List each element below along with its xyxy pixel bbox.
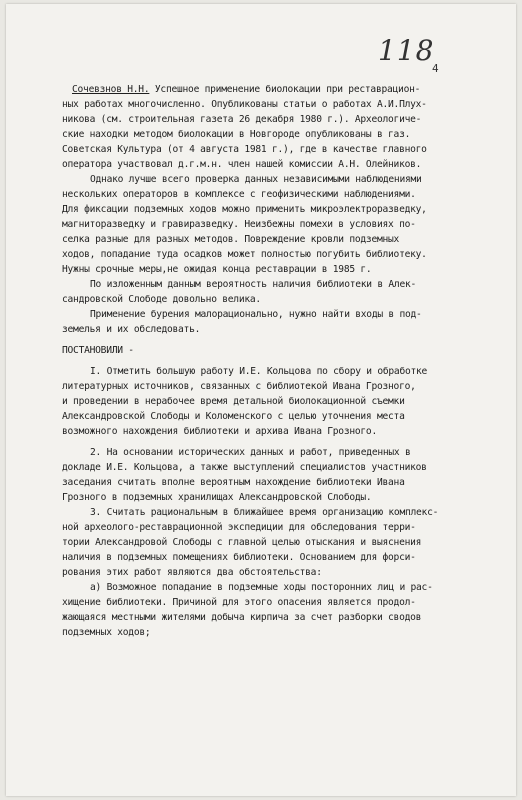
text-line: рования этих работ являются два обстоятельства: [62,567,322,578]
text-line: земелья и их обследовать. [62,324,201,335]
text-line: литературных источников, связанных с библиотекой Ивана Грозного, [62,381,416,392]
text-line: никова (см. строительная газета 26 декабря 1980 г.). Археологиче- [62,114,422,125]
text-line: ной археолого-реставрационной экспедиции для обследования терри- [62,522,416,533]
text-line: ские находки методом биолокации в Новгороде опубликованы в газ. [62,129,411,140]
text-line: По изложенным данным вероятность наличия библиотеки в Алек- [90,279,417,290]
text-line: а) Возможное попадание в подземные ходы посторонних лиц и рас- [90,582,433,593]
text-line: и проведении в нерабочее время детальной биолокационной съемки [62,396,405,407]
text-line: нескольких операторов в комплексе с геофизическими наблюдениями. [62,189,416,200]
speaker-name: Сочевзнов Н.Н. [72,84,150,95]
text-line: Однако лучше всего проверка данных независимыми наблюдениями [90,174,422,185]
text-line: докладе И.Е. Кольцова, а также выступлений специалистов участников [62,462,427,473]
text-line: жающаяся местными жителями добыча кирпича за счет разборки сводов [62,612,422,623]
text-line: Советская Культура (от 4 августа 1981 г.), где в качестве главного [62,144,427,155]
text-line: наличия в подземных помещениях библиотеки. Основанием для форси- [62,552,416,563]
text-line: 2. На основании исторических данных и работ, приведенных в [90,447,411,458]
document-page [6,4,516,796]
text-line: I. Отметить большую работу И.Е. Кольцова по сбору и обработке [90,366,428,377]
text-line: ходов, попадание туда осадков может полностью погубить библиотеку. [62,249,427,260]
text-line: подземных ходов; [62,627,151,638]
text-line: Сочевзнов Н.Н. Успешное применение биолокации при реставрацион- [72,84,421,95]
text-line: Для фиксации подземных ходов можно применить микроэлектроразведку, [62,204,427,215]
text-line: тории Александровой Слободы с главной целью отыскания и выяснения [62,537,422,548]
text-line: селка разные для разных методов. Повреждение кровли подземных [62,234,400,245]
text-line: Александровской Слободы и Коломенского с целью уточнения места [62,411,405,422]
text-line: Грозного в подземных хранилищах Александровской Слободы. [62,492,372,503]
text-line: 3. Считать рациональным в ближайшее время организацию комплекс- [90,507,439,518]
text-line: Нужны срочные меры,не ожидая конца реставрации в 1985 г. [62,264,372,275]
page-number: 4 [432,62,439,75]
text-line: оператора участвовал д.г.м.н. член нашей комиссии А.Н. Олейников. [62,159,422,170]
text-line: заседания считать вполне вероятным нахождение библиотеки Ивана [62,477,405,488]
handwritten-folio-number: 118 [378,34,435,67]
text-line: ПОСТАНОВИЛИ - [62,345,134,356]
text-line: хищение библиотеки. Причиной для этого опасения является продол- [62,597,416,608]
text-line: возможного нахождения библиотеки и архива Ивана Грозного. [62,426,377,437]
document-body [62,82,496,640]
text-line: сандровской Слободе довольно велика. [62,294,261,305]
text-line: магниторазведку и гравиразведку. Неизбежны помехи в условиях по- [62,219,416,230]
text-line: Применение бурения малорационально, нужно найти входы в под- [90,309,422,320]
text-line: ных работах многочисленно. Опубликованы статьи о работах А.И.Плух- [62,99,427,110]
